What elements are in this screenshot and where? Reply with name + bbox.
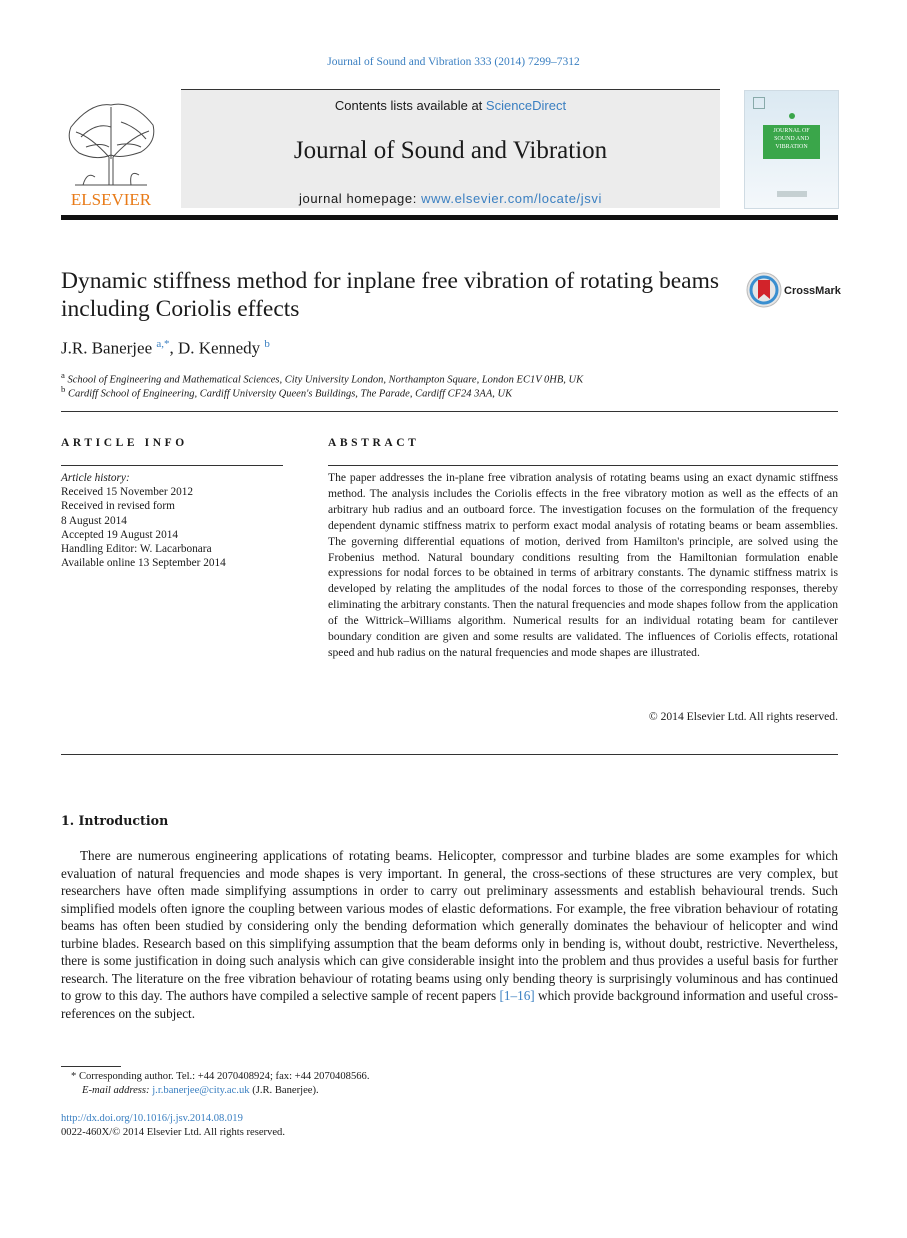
abstract-heading: ABSTRACT (328, 437, 420, 449)
email-link[interactable]: j.r.banerjee@city.ac.uk (152, 1085, 250, 1096)
journal-cover-image[interactable] (744, 90, 839, 209)
section-heading: 1. Introduction (61, 813, 169, 828)
author-name[interactable]: J.R. Banerjee (61, 338, 153, 358)
email-note (82, 1084, 319, 1098)
doi-link[interactable]: http://dx.doi.org/10.1016/j.jsv.2014.08.019 (61, 1113, 243, 1124)
crossmark-label: CrossMark (784, 285, 841, 297)
abstract-text: The paper addresses the in-plane free vibration analysis of rotating beams using an exact dynamic stiffness method. The analysis includes the Coriolis effects in the free vibratory motion as well as the effects of an arbitrary hub radius and an outboard force. The investigation focuses on the formulation of the frequency dependent dynamic stiffness matrix to perform exact modal analysis of rotating beams or beam assemblies. The governing differential equations of motion, derived from Hamilton's principle, are solved using the Frobenius method. Natural boundary conditions resulting from the Hamiltonian formulation enable expressions for nodal forces to be obtained in terms of arbitrary constants. The dynamic stiffness matrix is developed by relating the amplitudes of the nodal forces to those of the corresponding responses, thereby eliminating the arbitrary constants. Then the natural frequencies and mode shapes follow from the application of the Wittrick–Williams algorithm. Numerical results for an individual rotating beam for cantilever boundary condition are given and some results are validated. The influences of Coriolis effects, rotational speed and hub radius on the natural frequencies and mode shapes are illustrated. (328, 471, 838, 659)
contents-line (181, 98, 720, 113)
author-name[interactable]: D. Kennedy (178, 338, 261, 358)
footnote-divider (61, 1066, 121, 1067)
crossmark-badge[interactable] (746, 272, 841, 308)
cover-title: JOURNAL OF SOUND AND VIBRATION (763, 125, 820, 159)
header-rule (61, 215, 838, 220)
paragraph-text: There are numerous engineering applications of rotating beams. Helicopter, compressor and turbine blades are some examples for which evaluation of natural frequencies and mode shapes is very important. In general, the cross-sections of these structures are very complex, but researchers have often made simplifying assumptions in order to carry out preliminary assessments and establish behavioural trends. Such simplified models often ignore the coupling between various modes of elastic deformations. For example, the free vibration behaviour of rotating beams has often been studied by considering only the bending deformation which generally dominates the behaviour of helicopter and wind turbine blades. Research based on this simplifying assumption that the beam deforms only in bending is, without doubt, restrictive. Nevertheless, there is some justification in doing such analysis which can give considerable insight into the problem and thus provides a useful basis for further research. The literature on the free vibration behaviour of rotating beams using only bending theory is surprisingly voluminous and has continued to grow to this day. The authors have compiled a selective sample of recent papers (61, 848, 838, 1003)
abstract-copyright: © 2014 Elsevier Ltd. All rights reserved. (648, 710, 838, 723)
reference-link[interactable]: [1–16] (499, 988, 535, 1003)
article-history (61, 471, 283, 570)
email-label: E-mail address: (82, 1085, 153, 1096)
contents-prefix: Contents lists available at (334, 98, 486, 113)
issn-line: 0022-460X/© 2014 Elsevier Ltd. All rights reserved. (61, 1127, 286, 1138)
divider (61, 465, 283, 466)
history-line: Handling Editor: W. Lacarbonara (61, 543, 212, 556)
history-line: Received in revised form (61, 500, 175, 513)
affiliation-marker: b (61, 384, 66, 394)
divider (328, 465, 838, 466)
affiliation-b (61, 384, 512, 400)
affiliation-text: Cardiff School of Engineering, Cardiff University Queen's Buildings, The Parade, Cardiff CF24 3AA, UK (68, 388, 513, 400)
history-line: Received 15 November 2012 (61, 486, 194, 499)
journal-name: Journal of Sound and Vibration (293, 137, 608, 164)
history-line: Available online 13 September 2014 (61, 557, 226, 570)
author-affiliation-marker[interactable]: b (264, 338, 270, 350)
paragraph-text: which provide background information and useful cross-references on the subject. (61, 988, 838, 1021)
email-suffix: (J.R. Banerjee). (249, 1085, 319, 1096)
elsevier-logo[interactable] (61, 97, 161, 209)
journal-homepage-line (181, 191, 720, 206)
author-affiliation-marker[interactable]: a,* (156, 338, 170, 350)
divider (61, 411, 838, 412)
corresponding-author-note: * Corresponding author. Tel.: +44 2070408924; fax: +44 2070408566. (71, 1071, 370, 1082)
history-line: 8 August 2014 (61, 514, 127, 527)
journal-citation[interactable]: Journal of Sound and Vibration 333 (2014) 7299–7312 (327, 56, 580, 68)
homepage-link[interactable]: www.elsevier.com/locate/jsvi (421, 191, 602, 206)
article-title: Dynamic stiffness method for inplane free vibration of rotating beams including Coriolis effects (61, 268, 720, 322)
history-line: Accepted 19 August 2014 (61, 528, 179, 541)
introduction-paragraph (61, 847, 838, 1022)
elsevier-wordmark: ELSEVIER (70, 190, 152, 209)
affiliation-text: School of Engineering and Mathematical Sciences, City University London, Northampton Square, London EC1V 0HB, UK (67, 374, 584, 386)
crossmark-icon (746, 272, 782, 308)
sciencedirect-link[interactable]: ScienceDirect (485, 98, 567, 113)
author-separator: , (169, 338, 178, 358)
affiliation-marker: a (61, 370, 65, 380)
homepage-prefix: journal homepage: (299, 191, 422, 206)
divider (61, 754, 838, 755)
article-history-heading: Article history: (61, 472, 130, 484)
article-info-heading: ARTICLE INFO (61, 437, 188, 449)
author-list (61, 338, 270, 359)
